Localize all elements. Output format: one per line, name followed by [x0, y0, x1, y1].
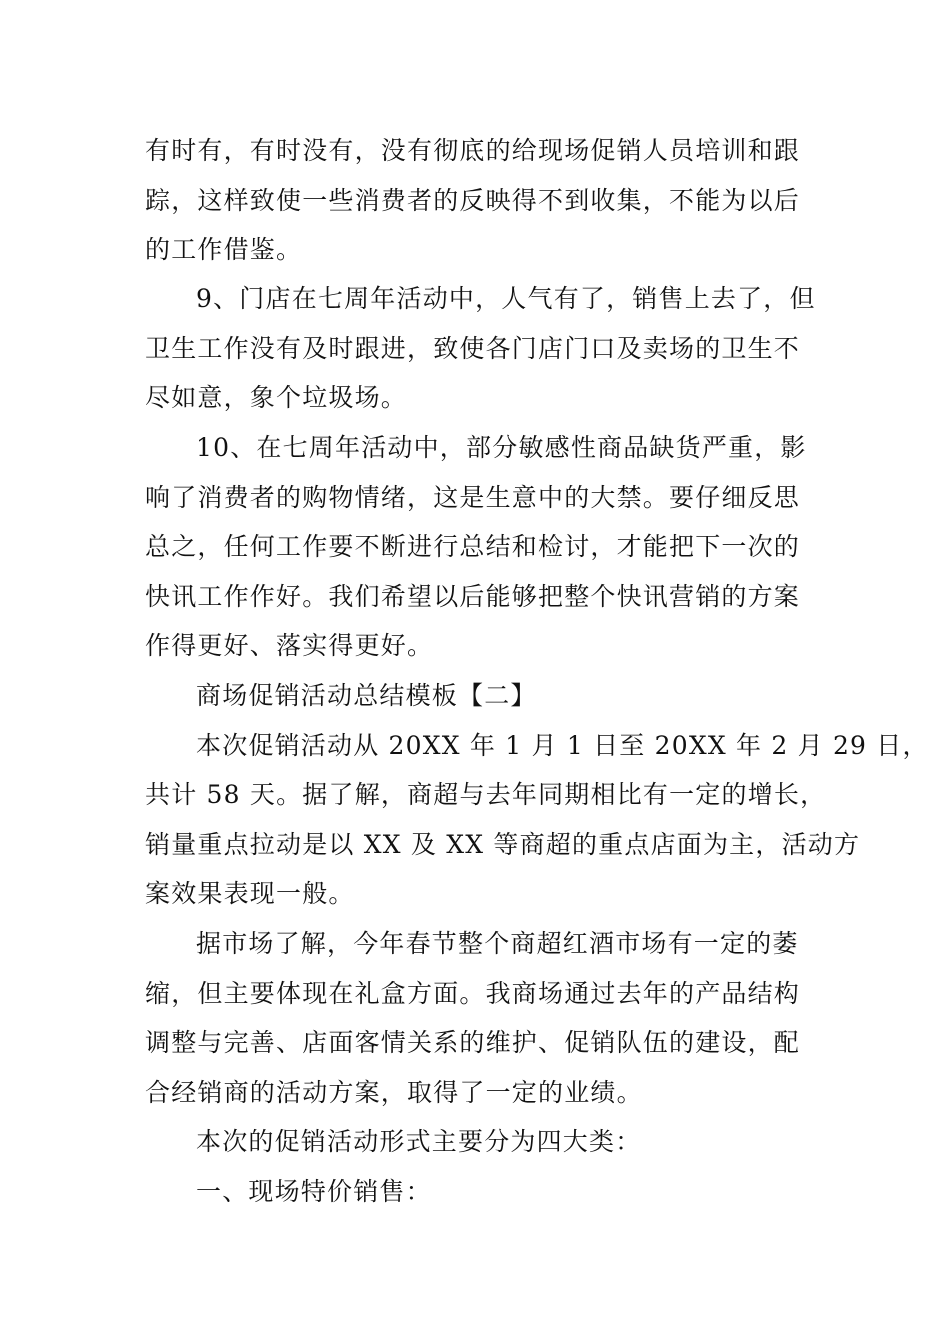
text-line: 作得更好、落实得更好。 — [145, 631, 434, 660]
text-line: 本次的促销活动形式主要分为四大类： — [196, 1127, 642, 1156]
section-heading: 商场促销活动总结模板【二】 — [196, 681, 537, 710]
text-line: 10、在七周年活动中，部分敏感性商品缺货严重，影 — [196, 433, 807, 462]
text-line: 卫生工作没有及时跟进，致使各门店门口及卖场的卫生不 — [145, 334, 801, 363]
text-line: 的工作借鉴。 — [145, 235, 303, 264]
text-line: 销量重点拉动是以 XX 及 XX 等商超的重点店面为主，活动方 — [145, 830, 861, 859]
text-line: 合经销商的活动方案，取得了一定的业绩。 — [145, 1078, 643, 1107]
text-line: 快讯工作作好。我们希望以后能够把整个快讯营销的方案 — [145, 582, 801, 611]
text-line: 据市场了解，今年春节整个商超红酒市场有一定的萎 — [196, 929, 799, 958]
text-line: 响了消费者的购物情绪，这是生意中的大禁。要仔细反思 — [145, 483, 801, 512]
text-line: 调整与完善、店面客情关系的维护、促销队伍的建设，配 — [145, 1028, 801, 1057]
text-line: 总之，任何工作要不断进行总结和检讨，才能把下一次的 — [145, 532, 801, 561]
list-heading: 一、现场特价销售： — [196, 1177, 432, 1206]
text-line: 尽如意，象个垃圾场。 — [145, 383, 408, 412]
text-line: 踪，这样致使一些消费者的反映得不到收集，不能为以后 — [145, 186, 801, 215]
text-line: 共计 58 天。据了解，商超与去年同期相比有一定的增长， — [145, 780, 827, 809]
text-line: 9、门店在七周年活动中，人气有了，销售上去了，但 — [196, 284, 816, 313]
text-line: 有时有，有时没有，没有彻底的给现场促销人员培训和跟 — [145, 136, 801, 165]
text-line: 缩，但主要体现在礼盒方面。我商场通过去年的产品结构 — [145, 979, 801, 1008]
text-line: 案效果表现一般。 — [145, 879, 355, 908]
text-line: 本次促销活动从 20XX 年 1 月 1 日至 20XX 年 2 月 29 日， — [196, 731, 929, 760]
